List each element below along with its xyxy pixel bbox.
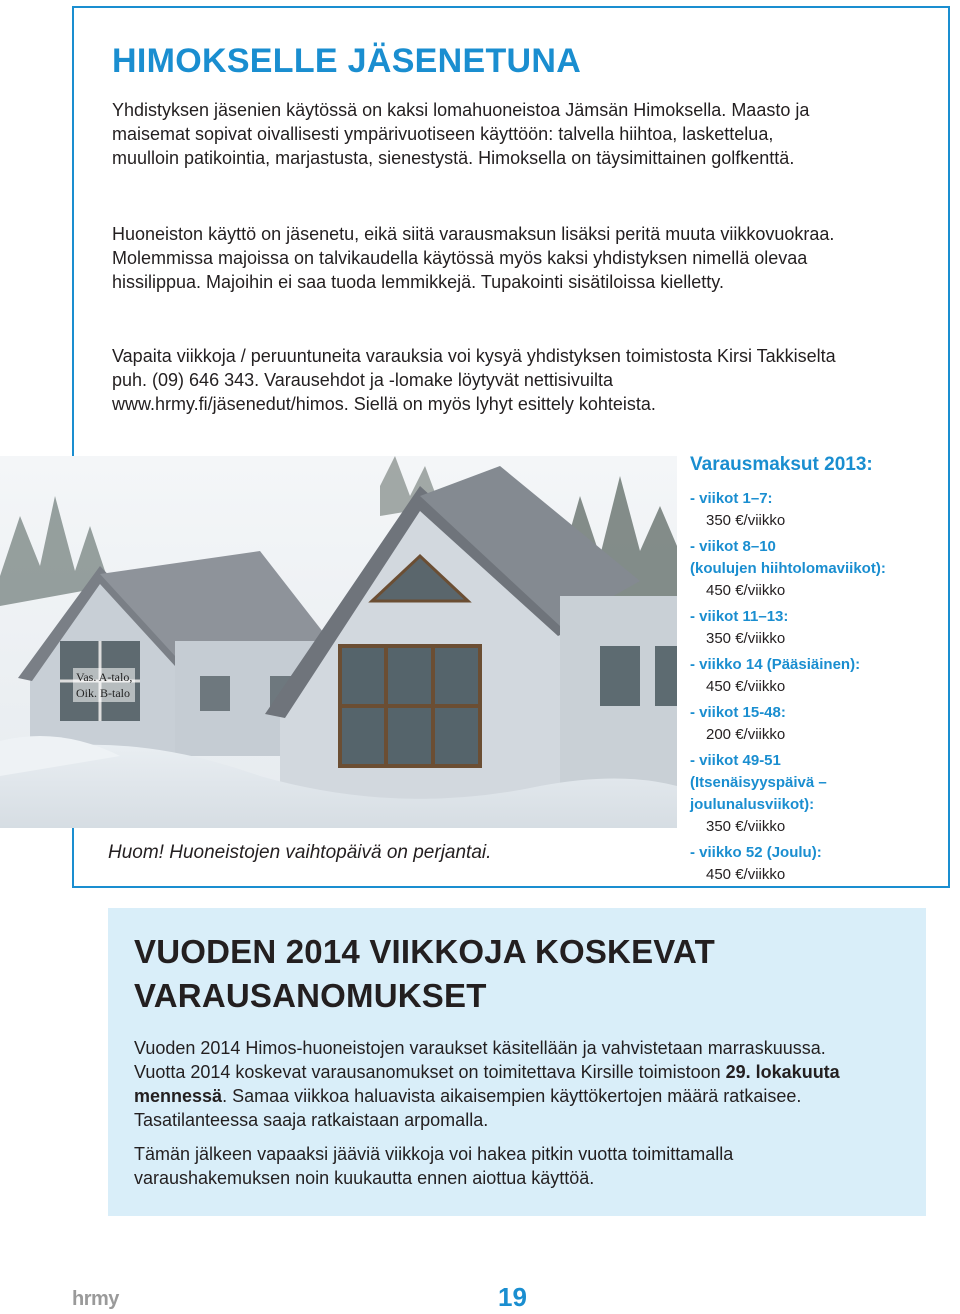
rate-price: 450 €/viikko: [706, 866, 786, 883]
page-number: 19: [498, 1282, 527, 1312]
rate-price: 350 €/viikko: [706, 818, 786, 835]
rate-price: 200 €/viikko: [706, 726, 786, 743]
rate-item: [690, 750, 940, 838]
rate-price: 350 €/viikko: [706, 630, 786, 647]
hrmy-logo: hrmy: [72, 1288, 119, 1310]
rate-item: [690, 536, 940, 602]
rate-weeks: - viikot 15-48:: [690, 704, 786, 721]
rate-item: [690, 606, 940, 650]
rate-item: [690, 842, 940, 886]
rate-weeks: - viikot 8–10 (koulujen hiihtolomaviikot):: [690, 538, 886, 577]
photo-caption-line-2: Oik. B-talo: [76, 686, 130, 700]
rate-weeks: - viikko 52 (Joulu):: [690, 844, 822, 861]
box-paragraph-2: Tämän jälkeen vapaaksi jääviä viikkoja voi hakea pitkin vuotta toimittamalla varaushakemuksen noin kuukautta ennen aiottua käyttöä.: [134, 1144, 734, 1188]
rate-item: [690, 654, 940, 698]
rate-weeks: - viikot 11–13:: [690, 608, 789, 625]
photo-caption-line-1: Vas. A-talo,: [76, 670, 133, 684]
box-paragraph-1: [134, 1036, 864, 1132]
rate-item: [690, 488, 940, 532]
deadline-text: 29. lokakuuta mennessä: [134, 1062, 840, 1106]
page-title: HIMOKSELLE JÄSENETUNA: [112, 42, 582, 80]
rate-price: 350 €/viikko: [706, 512, 786, 529]
intro-paragraph-1: Yhdistyksen jäsenien käytössä on kaksi lomahuoneistoa Jämsän Himoksella. Maasto ja maisemat sopivat oivallisesti ympärivuotiseen käyttöön: talvella hiihtoa, laskettelua, muulloin patikointia, marjastusta, sienestystä. Himoksella on täysimittainen golfkenttä.: [112, 100, 810, 168]
reservation-info-box: [108, 908, 926, 1216]
box-paragraph-1-end: . Samaa viikkoa haluavista aikaisempien käyttökertojen määrä ratkaisee. Tasatilanteessa saaja ratkaistaan arpomalla.: [134, 1086, 802, 1130]
intro-paragraph-3: Vapaita viikkoja / peruuntuneita varauksia voi kysyä yhdistyksen toimistosta Kirsi Takkiselta puh. (09) 646 343. Varausehdot ja -lomake löytyvät nettisivuilta www.hrmy.fi/jäsenedut/himos. Siellä on myös lyhyt esittely kohteista.: [112, 346, 836, 414]
rate-weeks: - viikot 49-51 (Itsenäisyyspäivä – joulunalusviikot):: [690, 752, 827, 813]
changeover-note: Huom! Huoneistojen vaihtopäivä on perjantai.: [108, 842, 492, 863]
cottages-photo: [0, 456, 677, 828]
rate-price: 450 €/viikko: [706, 582, 786, 599]
photo-caption: [73, 668, 135, 702]
rate-item: [690, 702, 940, 746]
rates-list: [690, 488, 940, 886]
rates-title: Varausmaksut 2013:: [690, 454, 873, 475]
rate-price: 450 €/viikko: [706, 678, 786, 695]
rates-panel: [690, 452, 940, 890]
rate-weeks: - viikot 1–7:: [690, 490, 773, 507]
rate-weeks: - viikko 14 (Pääsiäinen):: [690, 656, 861, 673]
box-title: VUODEN 2014 VIIKKOJA KOSKEVAT VARAUSANOMUKSET: [134, 933, 715, 1014]
intro-paragraph-2: Huoneiston käyttö on jäsenetu, eikä siitä varausmaksun lisäksi peritä muuta viikkovuokraa. Molemmissa majoissa on talvikaudella käytössä myös kaksi yhdistyksen nimellä olevaa hissilippua. Majoihin ei saa tuoda lemmikkejä. Tupakointi sisätiloissa kielletty.: [112, 224, 835, 292]
box-paragraph-1-start: Vuoden 2014 Himos-huoneistojen varaukset käsitellään ja vahvistetaan marraskuussa. Vuotta 2014 koskevat varausanomukset on toimitettava Kirsille toimistoon: [134, 1038, 826, 1082]
